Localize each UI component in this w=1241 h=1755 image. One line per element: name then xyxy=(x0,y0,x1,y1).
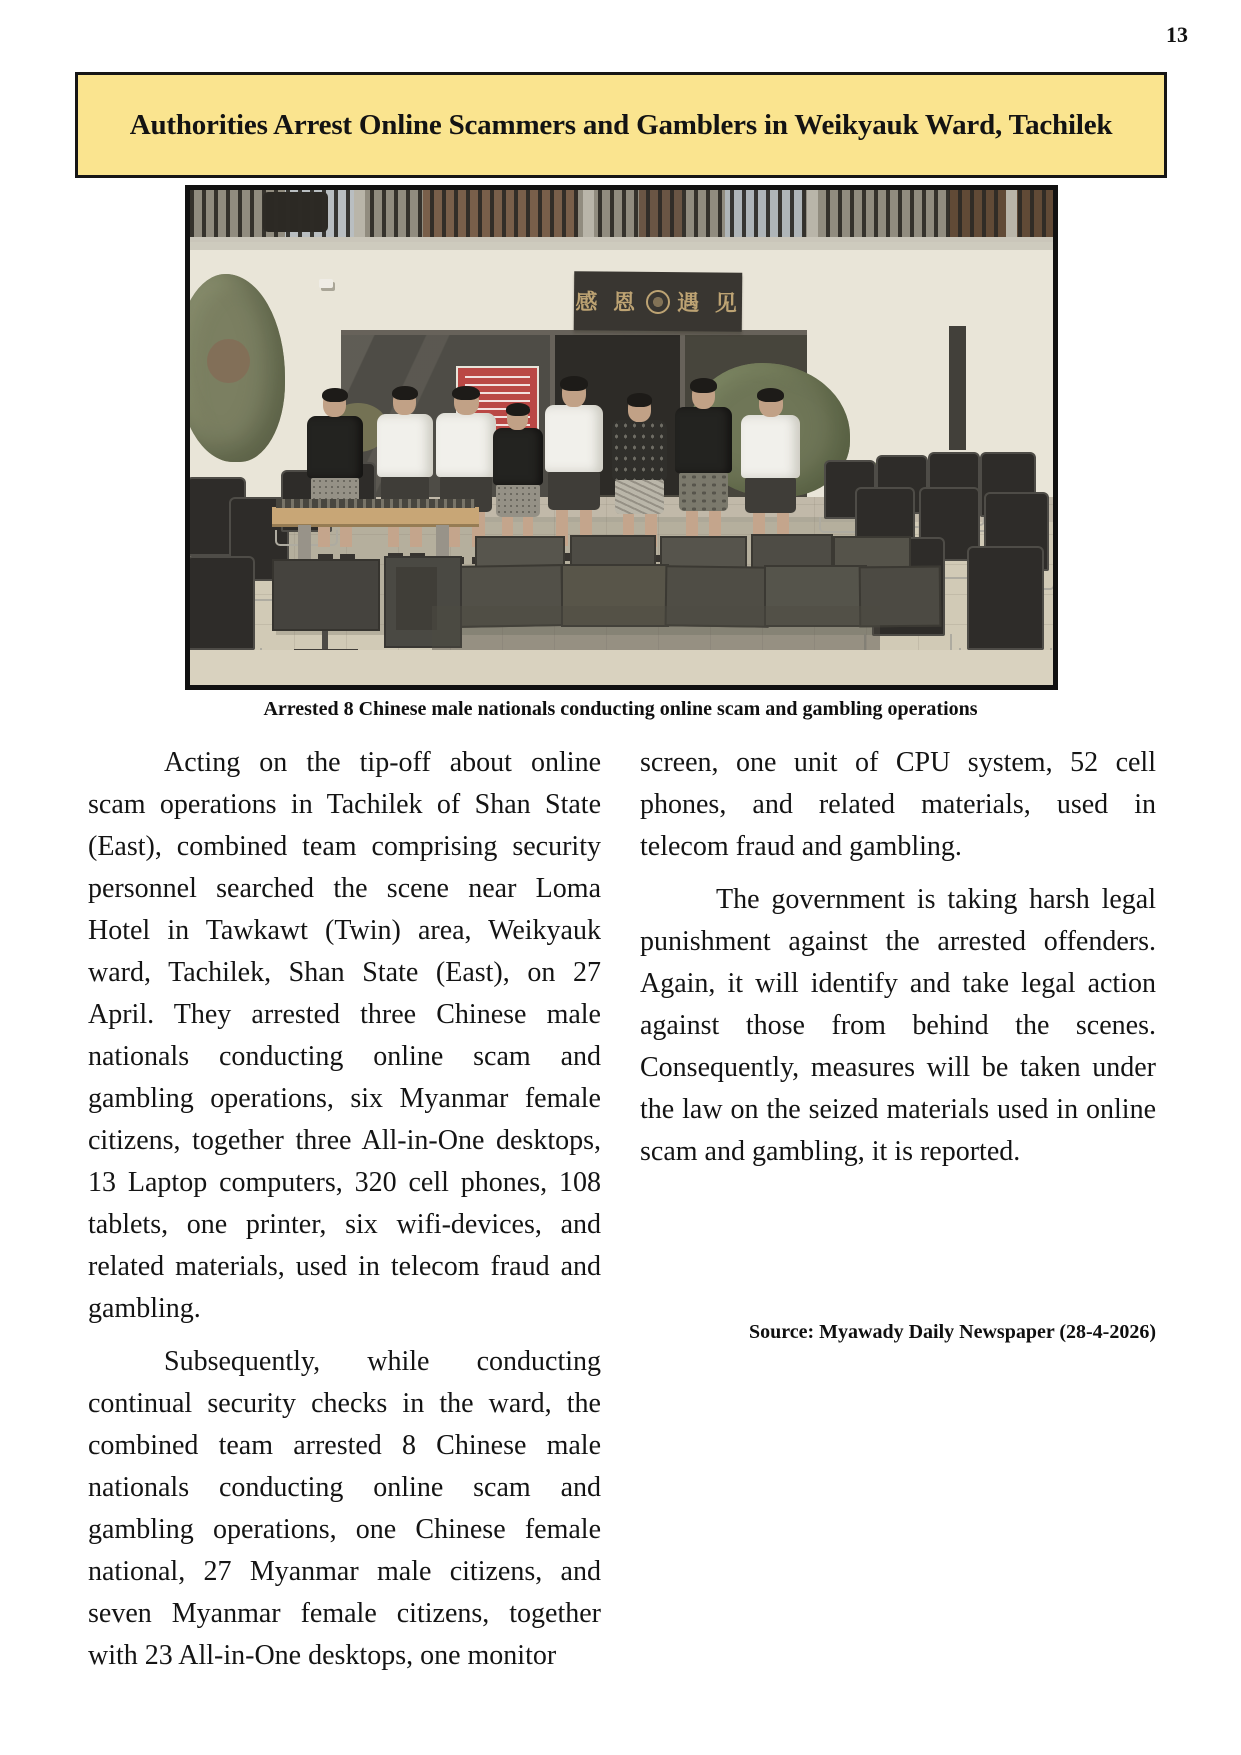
person-head xyxy=(628,395,651,421)
person-shirt xyxy=(675,407,732,473)
paragraph: The government is taking harsh legal punishment against the arrested offenders. Again, it will identify and take legal action against those from behind the scenes. Consequently, measures will be taken under the law on the seized materials used in online scam and gambling, it is reported. xyxy=(640,884,1156,1167)
person-shirt xyxy=(493,428,544,485)
signboard-text-right: 遇 见 xyxy=(677,291,741,317)
person-shirt xyxy=(377,414,433,477)
headline-banner xyxy=(75,72,1167,178)
person-shirt xyxy=(612,420,668,480)
photo-caption: Arrested 8 Chinese male nationals conducting online scam and gambling operations xyxy=(263,698,978,720)
person-head xyxy=(692,381,716,410)
paragraph: screen, one unit of CPU system, 52 cell phones, and related materials, used in telecom fraud and gambling. xyxy=(640,747,1156,862)
signboard-text-left: 感 恩 xyxy=(575,290,640,316)
person-head xyxy=(562,378,586,407)
paragraph: Subsequently, while conducting continual security checks in the ward, the combined team arrested 8 Chinese male nationals conducting online scam and gambling operations, one Chinese female national, 27 Myanmar male citizens, and seven Myanmar female citizens, together with 23 All-in-One desktops, one monitor xyxy=(88,1346,601,1671)
person-head xyxy=(507,405,528,430)
source-attribution: Source: Myawady Daily Newspaper (28-4-2026) xyxy=(748,1321,1156,1343)
person-head xyxy=(454,388,479,415)
article-left-column xyxy=(88,742,601,1688)
article-right-column xyxy=(640,742,1156,1345)
person-head xyxy=(759,390,783,417)
headline-title: Authorities Arrest Online Scammers and Gamblers in Weikyauk Ward, Tachilek xyxy=(129,108,1113,141)
person-shirt xyxy=(436,413,496,476)
person-shirt xyxy=(741,415,800,477)
person-head xyxy=(323,390,346,417)
arrest-photo xyxy=(185,185,1058,690)
person-head xyxy=(393,388,416,415)
page-number: 13 xyxy=(1166,22,1188,47)
person-shirt xyxy=(307,416,363,478)
person-shirt xyxy=(545,405,604,472)
paragraph: Acting on the tip-off about online scam operations in Tachilek of Shan State (East), combined team comprising security personnel searched the scene near Loma Hotel in Tawkawt (Twin) area, Weikyauk ward, Tachilek, Shan State (East), on 27 April. They arrested three Chinese male nationals conducting online scam and gambling operations, six Myanmar female citizens, together three All-in-One desktops, 13 Laptop computers, 320 cell phones, 108 tablets, one printer, six wifi-devices, and related materials, used in telecom fraud and gambling. xyxy=(88,747,601,1324)
